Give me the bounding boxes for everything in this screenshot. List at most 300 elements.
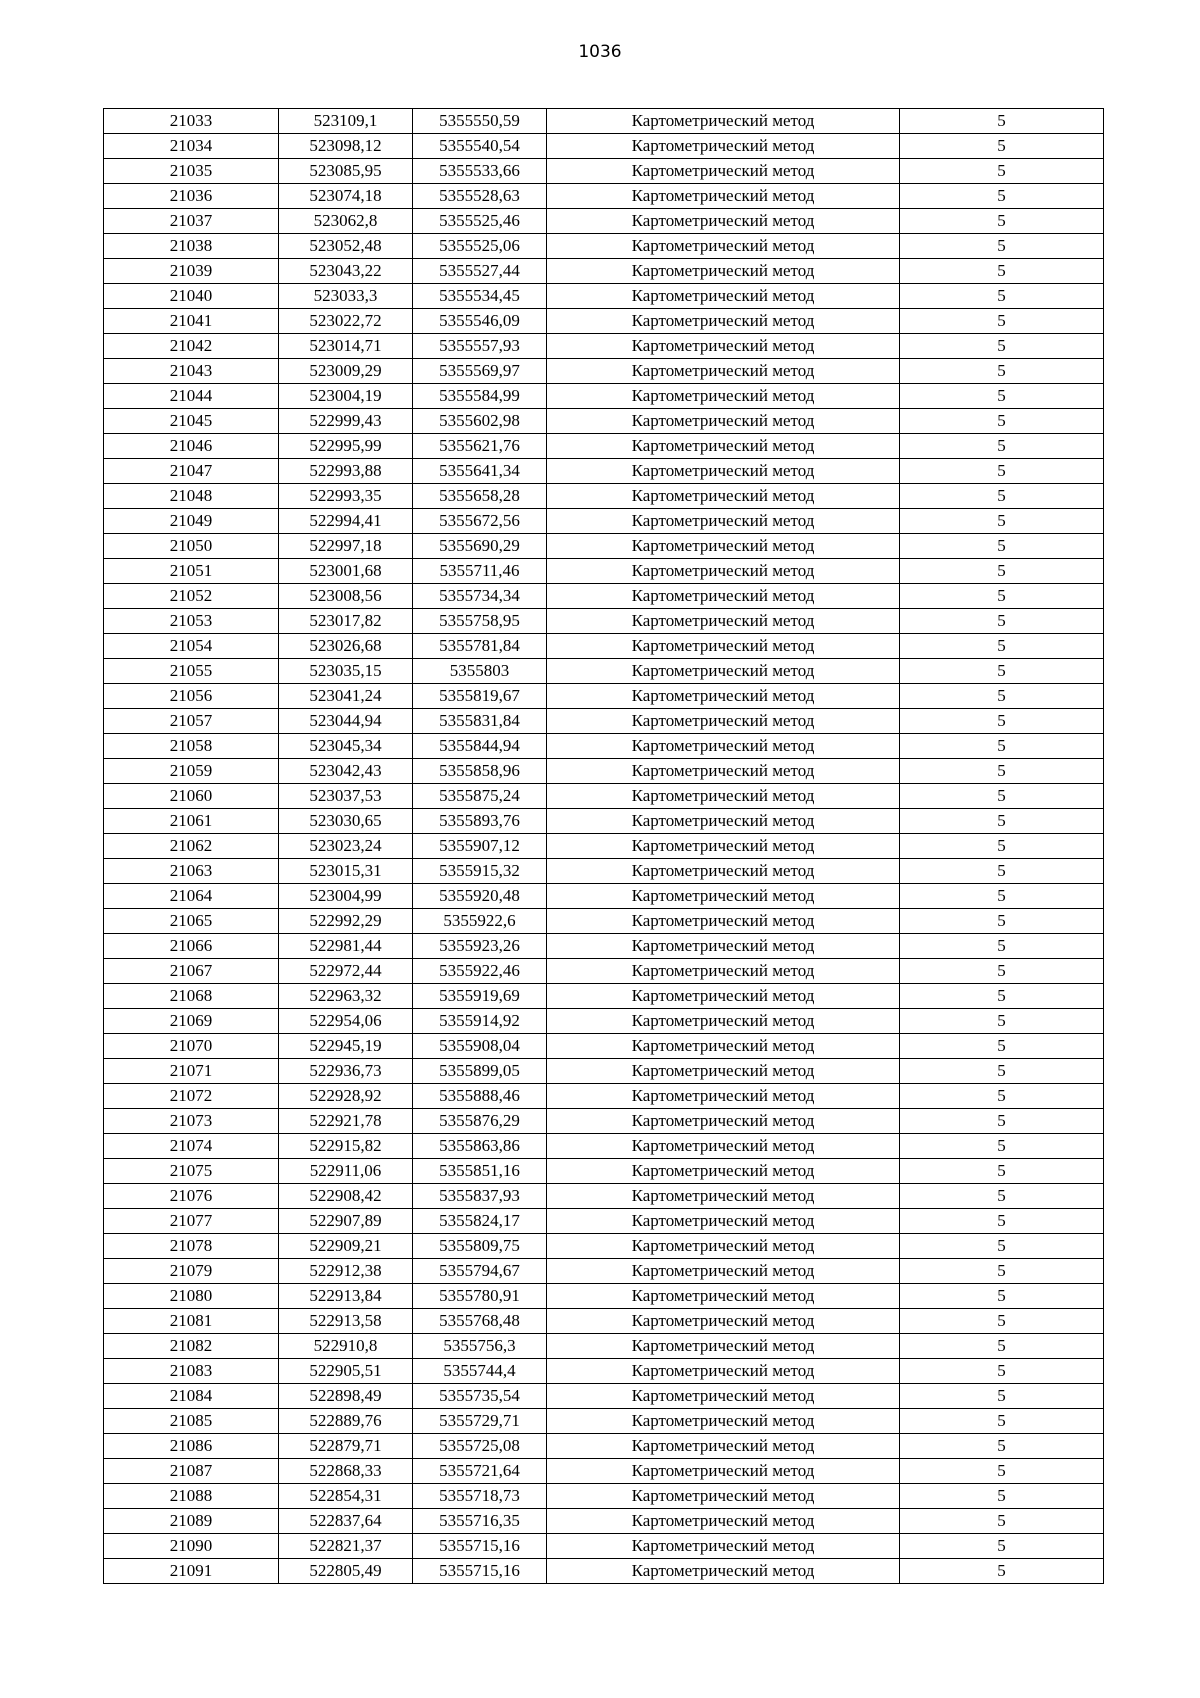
method-cell: Картометрический метод [547, 134, 900, 159]
x-coordinate-cell: 523085,95 [279, 159, 413, 184]
point-number-cell: 21063 [104, 859, 279, 884]
y-coordinate-cell: 5355528,63 [413, 184, 547, 209]
accuracy-cell: 5 [900, 409, 1104, 434]
method-cell: Картометрический метод [547, 284, 900, 309]
x-coordinate-cell: 523074,18 [279, 184, 413, 209]
y-coordinate-cell: 5355534,45 [413, 284, 547, 309]
point-number-cell: 21085 [104, 1409, 279, 1434]
x-coordinate-cell: 522993,88 [279, 459, 413, 484]
y-coordinate-cell: 5355734,34 [413, 584, 547, 609]
method-cell: Картометрический метод [547, 684, 900, 709]
table-row [104, 284, 1104, 309]
table-row [104, 434, 1104, 459]
x-coordinate-cell: 523008,56 [279, 584, 413, 609]
y-coordinate-cell: 5355690,29 [413, 534, 547, 559]
y-coordinate-cell: 5355621,76 [413, 434, 547, 459]
accuracy-cell: 5 [900, 1459, 1104, 1484]
table-row [104, 259, 1104, 284]
x-coordinate-cell: 522821,37 [279, 1534, 413, 1559]
accuracy-cell: 5 [900, 1109, 1104, 1134]
y-coordinate-cell: 5355641,34 [413, 459, 547, 484]
table-row [104, 559, 1104, 584]
accuracy-cell: 5 [900, 884, 1104, 909]
point-number-cell: 21062 [104, 834, 279, 859]
method-cell: Картометрический метод [547, 159, 900, 184]
y-coordinate-cell: 5355658,28 [413, 484, 547, 509]
method-cell: Картометрический метод [547, 1409, 900, 1434]
point-number-cell: 21055 [104, 659, 279, 684]
x-coordinate-cell: 522995,99 [279, 434, 413, 459]
point-number-cell: 21046 [104, 434, 279, 459]
y-coordinate-cell: 5355876,29 [413, 1109, 547, 1134]
accuracy-cell: 5 [900, 259, 1104, 284]
method-cell: Картометрический метод [547, 1134, 900, 1159]
method-cell: Картометрический метод [547, 584, 900, 609]
x-coordinate-cell: 522909,21 [279, 1234, 413, 1259]
method-cell: Картометрический метод [547, 834, 900, 859]
table-row [104, 1059, 1104, 1084]
point-number-cell: 21077 [104, 1209, 279, 1234]
point-number-cell: 21067 [104, 959, 279, 984]
y-coordinate-cell: 5355819,67 [413, 684, 547, 709]
x-coordinate-cell: 523045,34 [279, 734, 413, 759]
y-coordinate-cell: 5355715,16 [413, 1559, 547, 1584]
point-number-cell: 21054 [104, 634, 279, 659]
accuracy-cell: 5 [900, 909, 1104, 934]
point-number-cell: 21069 [104, 1009, 279, 1034]
table-row [104, 509, 1104, 534]
method-cell: Картометрический метод [547, 1009, 900, 1034]
accuracy-cell: 5 [900, 609, 1104, 634]
y-coordinate-cell: 5355781,84 [413, 634, 547, 659]
table-row [104, 1409, 1104, 1434]
table-row [104, 1259, 1104, 1284]
accuracy-cell: 5 [900, 1184, 1104, 1209]
point-number-cell: 21057 [104, 709, 279, 734]
point-number-cell: 21070 [104, 1034, 279, 1059]
method-cell: Картометрический метод [547, 1559, 900, 1584]
x-coordinate-cell: 522907,89 [279, 1209, 413, 1234]
x-coordinate-cell: 523017,82 [279, 609, 413, 634]
y-coordinate-cell: 5355744,4 [413, 1359, 547, 1384]
x-coordinate-cell: 523015,31 [279, 859, 413, 884]
method-cell: Картометрический метод [547, 1109, 900, 1134]
table-row [104, 109, 1104, 134]
method-cell: Картометрический метод [547, 334, 900, 359]
y-coordinate-cell: 5355546,09 [413, 309, 547, 334]
y-coordinate-cell: 5355915,32 [413, 859, 547, 884]
accuracy-cell: 5 [900, 1134, 1104, 1159]
table-row [104, 1459, 1104, 1484]
x-coordinate-cell: 523098,12 [279, 134, 413, 159]
table-row [104, 1534, 1104, 1559]
point-number-cell: 21083 [104, 1359, 279, 1384]
accuracy-cell: 5 [900, 1309, 1104, 1334]
y-coordinate-cell: 5355875,24 [413, 784, 547, 809]
point-number-cell: 21074 [104, 1134, 279, 1159]
point-number-cell: 21076 [104, 1184, 279, 1209]
accuracy-cell: 5 [900, 1034, 1104, 1059]
x-coordinate-cell: 522992,29 [279, 909, 413, 934]
accuracy-cell: 5 [900, 234, 1104, 259]
table-row [104, 1509, 1104, 1534]
point-number-cell: 21090 [104, 1534, 279, 1559]
accuracy-cell: 5 [900, 784, 1104, 809]
y-coordinate-cell: 5355584,99 [413, 384, 547, 409]
method-cell: Картометрический метод [547, 1034, 900, 1059]
table-row [104, 709, 1104, 734]
point-number-cell: 21065 [104, 909, 279, 934]
table-row [104, 834, 1104, 859]
table-row [104, 784, 1104, 809]
point-number-cell: 21061 [104, 809, 279, 834]
method-cell: Картометрический метод [547, 909, 900, 934]
x-coordinate-cell: 522868,33 [279, 1459, 413, 1484]
x-coordinate-cell: 522981,44 [279, 934, 413, 959]
x-coordinate-cell: 522999,43 [279, 409, 413, 434]
table-row [104, 1359, 1104, 1384]
point-number-cell: 21078 [104, 1234, 279, 1259]
accuracy-cell: 5 [900, 1384, 1104, 1409]
y-coordinate-cell: 5355794,67 [413, 1259, 547, 1284]
point-number-cell: 21050 [104, 534, 279, 559]
y-coordinate-cell: 5355919,69 [413, 984, 547, 1009]
x-coordinate-cell: 522910,8 [279, 1334, 413, 1359]
y-coordinate-cell: 5355824,17 [413, 1209, 547, 1234]
x-coordinate-cell: 522945,19 [279, 1034, 413, 1059]
x-coordinate-cell: 523052,48 [279, 234, 413, 259]
y-coordinate-cell: 5355602,98 [413, 409, 547, 434]
table-row [104, 884, 1104, 909]
method-cell: Картометрический метод [547, 384, 900, 409]
x-coordinate-cell: 523035,15 [279, 659, 413, 684]
y-coordinate-cell: 5355893,76 [413, 809, 547, 834]
table-row [104, 809, 1104, 834]
accuracy-cell: 5 [900, 734, 1104, 759]
y-coordinate-cell: 5355540,54 [413, 134, 547, 159]
table-row [104, 1209, 1104, 1234]
point-number-cell: 21058 [104, 734, 279, 759]
table-row [104, 959, 1104, 984]
method-cell: Картометрический метод [547, 1359, 900, 1384]
point-number-cell: 21068 [104, 984, 279, 1009]
y-coordinate-cell: 5355908,04 [413, 1034, 547, 1059]
table-row [104, 484, 1104, 509]
accuracy-cell: 5 [900, 284, 1104, 309]
y-coordinate-cell: 5355922,46 [413, 959, 547, 984]
y-coordinate-cell: 5355863,86 [413, 1134, 547, 1159]
method-cell: Картометрический метод [547, 609, 900, 634]
table-row [104, 1484, 1104, 1509]
x-coordinate-cell: 522854,31 [279, 1484, 413, 1509]
x-coordinate-cell: 522954,06 [279, 1009, 413, 1034]
accuracy-cell: 5 [900, 159, 1104, 184]
table-row [104, 1334, 1104, 1359]
accuracy-cell: 5 [900, 1559, 1104, 1584]
accuracy-cell: 5 [900, 659, 1104, 684]
point-number-cell: 21041 [104, 309, 279, 334]
point-number-cell: 21038 [104, 234, 279, 259]
table-row [104, 1234, 1104, 1259]
y-coordinate-cell: 5355525,06 [413, 234, 547, 259]
x-coordinate-cell: 523026,68 [279, 634, 413, 659]
y-coordinate-cell: 5355550,59 [413, 109, 547, 134]
accuracy-cell: 5 [900, 459, 1104, 484]
method-cell: Картометрический метод [547, 409, 900, 434]
y-coordinate-cell: 5355923,26 [413, 934, 547, 959]
table-row [104, 309, 1104, 334]
method-cell: Картометрический метод [547, 1259, 900, 1284]
accuracy-cell: 5 [900, 484, 1104, 509]
y-coordinate-cell: 5355768,48 [413, 1309, 547, 1334]
point-number-cell: 21056 [104, 684, 279, 709]
accuracy-cell: 5 [900, 934, 1104, 959]
x-coordinate-cell: 523009,29 [279, 359, 413, 384]
point-number-cell: 21049 [104, 509, 279, 534]
y-coordinate-cell: 5355721,64 [413, 1459, 547, 1484]
method-cell: Картометрический метод [547, 1534, 900, 1559]
method-cell: Картометрический метод [547, 1234, 900, 1259]
y-coordinate-cell: 5355735,54 [413, 1384, 547, 1409]
point-number-cell: 21037 [104, 209, 279, 234]
y-coordinate-cell: 5355922,6 [413, 909, 547, 934]
method-cell: Картометрический метод [547, 234, 900, 259]
table-row [104, 1184, 1104, 1209]
method-cell: Картометрический метод [547, 534, 900, 559]
method-cell: Картометрический метод [547, 184, 900, 209]
accuracy-cell: 5 [900, 984, 1104, 1009]
table-row [104, 759, 1104, 784]
point-number-cell: 21036 [104, 184, 279, 209]
table-row [104, 859, 1104, 884]
x-coordinate-cell: 522837,64 [279, 1509, 413, 1534]
y-coordinate-cell: 5355920,48 [413, 884, 547, 909]
x-coordinate-cell: 523042,43 [279, 759, 413, 784]
method-cell: Картометрический метод [547, 484, 900, 509]
table-row [104, 1109, 1104, 1134]
method-cell: Картометрический метод [547, 959, 900, 984]
point-number-cell: 21051 [104, 559, 279, 584]
accuracy-cell: 5 [900, 359, 1104, 384]
x-coordinate-cell: 523023,24 [279, 834, 413, 859]
table-row [104, 609, 1104, 634]
y-coordinate-cell: 5355569,97 [413, 359, 547, 384]
accuracy-cell: 5 [900, 1434, 1104, 1459]
accuracy-cell: 5 [900, 1534, 1104, 1559]
method-cell: Картометрический метод [547, 259, 900, 284]
method-cell: Картометрический метод [547, 559, 900, 584]
x-coordinate-cell: 522898,49 [279, 1384, 413, 1409]
x-coordinate-cell: 522994,41 [279, 509, 413, 534]
point-number-cell: 21080 [104, 1284, 279, 1309]
x-coordinate-cell: 522972,44 [279, 959, 413, 984]
x-coordinate-cell: 522915,82 [279, 1134, 413, 1159]
x-coordinate-cell: 522993,35 [279, 484, 413, 509]
coordinates-table [103, 108, 1104, 1584]
accuracy-cell: 5 [900, 809, 1104, 834]
method-cell: Картометрический метод [547, 109, 900, 134]
accuracy-cell: 5 [900, 1009, 1104, 1034]
accuracy-cell: 5 [900, 209, 1104, 234]
accuracy-cell: 5 [900, 1284, 1104, 1309]
method-cell: Картометрический метод [547, 884, 900, 909]
y-coordinate-cell: 5355525,46 [413, 209, 547, 234]
x-coordinate-cell: 523030,65 [279, 809, 413, 834]
accuracy-cell: 5 [900, 509, 1104, 534]
accuracy-cell: 5 [900, 534, 1104, 559]
y-coordinate-cell: 5355899,05 [413, 1059, 547, 1084]
y-coordinate-cell: 5355831,84 [413, 709, 547, 734]
y-coordinate-cell: 5355837,93 [413, 1184, 547, 1209]
y-coordinate-cell: 5355729,71 [413, 1409, 547, 1434]
accuracy-cell: 5 [900, 1234, 1104, 1259]
x-coordinate-cell: 523014,71 [279, 334, 413, 359]
accuracy-cell: 5 [900, 1259, 1104, 1284]
page-number: 1036 [578, 42, 622, 62]
y-coordinate-cell: 5355780,91 [413, 1284, 547, 1309]
table-row [104, 1309, 1104, 1334]
table-row [104, 234, 1104, 259]
y-coordinate-cell: 5355725,08 [413, 1434, 547, 1459]
method-cell: Картометрический метод [547, 209, 900, 234]
point-number-cell: 21044 [104, 384, 279, 409]
point-number-cell: 21089 [104, 1509, 279, 1534]
x-coordinate-cell: 523022,72 [279, 309, 413, 334]
x-coordinate-cell: 522912,38 [279, 1259, 413, 1284]
method-cell: Картометрический метод [547, 1434, 900, 1459]
x-coordinate-cell: 522908,42 [279, 1184, 413, 1209]
point-number-cell: 21047 [104, 459, 279, 484]
accuracy-cell: 5 [900, 1409, 1104, 1434]
method-cell: Картометрический метод [547, 1484, 900, 1509]
accuracy-cell: 5 [900, 1359, 1104, 1384]
method-cell: Картометрический метод [547, 1059, 900, 1084]
x-coordinate-cell: 523044,94 [279, 709, 413, 734]
method-cell: Картометрический метод [547, 1084, 900, 1109]
accuracy-cell: 5 [900, 834, 1104, 859]
y-coordinate-cell: 5355758,95 [413, 609, 547, 634]
accuracy-cell: 5 [900, 959, 1104, 984]
point-number-cell: 21087 [104, 1459, 279, 1484]
table-row [104, 734, 1104, 759]
y-coordinate-cell: 5355907,12 [413, 834, 547, 859]
point-number-cell: 21088 [104, 1484, 279, 1509]
x-coordinate-cell: 523037,53 [279, 784, 413, 809]
accuracy-cell: 5 [900, 109, 1104, 134]
table-row [104, 1034, 1104, 1059]
method-cell: Картометрический метод [547, 359, 900, 384]
table-row [104, 334, 1104, 359]
table-row [104, 1134, 1104, 1159]
table-row [104, 659, 1104, 684]
point-number-cell: 21086 [104, 1434, 279, 1459]
table-row [104, 209, 1104, 234]
method-cell: Картометрический метод [547, 709, 900, 734]
x-coordinate-cell: 522911,06 [279, 1159, 413, 1184]
method-cell: Картометрический метод [547, 759, 900, 784]
point-number-cell: 21045 [104, 409, 279, 434]
point-number-cell: 21073 [104, 1109, 279, 1134]
method-cell: Картометрический метод [547, 734, 900, 759]
y-coordinate-cell: 5355557,93 [413, 334, 547, 359]
method-cell: Картометрический метод [547, 659, 900, 684]
table-row [104, 1559, 1104, 1584]
method-cell: Картометрический метод [547, 1309, 900, 1334]
point-number-cell: 21035 [104, 159, 279, 184]
x-coordinate-cell: 523041,24 [279, 684, 413, 709]
accuracy-cell: 5 [900, 184, 1104, 209]
table-row [104, 459, 1104, 484]
method-cell: Картометрический метод [547, 1284, 900, 1309]
accuracy-cell: 5 [900, 334, 1104, 359]
table-row [104, 159, 1104, 184]
point-number-cell: 21066 [104, 934, 279, 959]
table-row [104, 409, 1104, 434]
point-number-cell: 21052 [104, 584, 279, 609]
point-number-cell: 21033 [104, 109, 279, 134]
method-cell: Картометрический метод [547, 1509, 900, 1534]
table-row [104, 634, 1104, 659]
y-coordinate-cell: 5355888,46 [413, 1084, 547, 1109]
method-cell: Картометрический метод [547, 434, 900, 459]
y-coordinate-cell: 5355533,66 [413, 159, 547, 184]
x-coordinate-cell: 522913,58 [279, 1309, 413, 1334]
y-coordinate-cell: 5355858,96 [413, 759, 547, 784]
method-cell: Картометрический метод [547, 634, 900, 659]
y-coordinate-cell: 5355711,46 [413, 559, 547, 584]
table-row [104, 584, 1104, 609]
x-coordinate-cell: 522913,84 [279, 1284, 413, 1309]
y-coordinate-cell: 5355914,92 [413, 1009, 547, 1034]
x-coordinate-cell: 522936,73 [279, 1059, 413, 1084]
point-number-cell: 21084 [104, 1384, 279, 1409]
x-coordinate-cell: 522963,32 [279, 984, 413, 1009]
accuracy-cell: 5 [900, 434, 1104, 459]
accuracy-cell: 5 [900, 584, 1104, 609]
y-coordinate-cell: 5355844,94 [413, 734, 547, 759]
method-cell: Картометрический метод [547, 1384, 900, 1409]
x-coordinate-cell: 523004,19 [279, 384, 413, 409]
method-cell: Картометрический метод [547, 809, 900, 834]
point-number-cell: 21043 [104, 359, 279, 384]
x-coordinate-cell: 523001,68 [279, 559, 413, 584]
x-coordinate-cell: 522805,49 [279, 1559, 413, 1584]
accuracy-cell: 5 [900, 1509, 1104, 1534]
table-row [104, 359, 1104, 384]
method-cell: Картометрический метод [547, 309, 900, 334]
table-row [104, 384, 1104, 409]
point-number-cell: 21059 [104, 759, 279, 784]
point-number-cell: 21039 [104, 259, 279, 284]
method-cell: Картометрический метод [547, 1159, 900, 1184]
y-coordinate-cell: 5355803 [413, 659, 547, 684]
method-cell: Картометрический метод [547, 934, 900, 959]
x-coordinate-cell: 522905,51 [279, 1359, 413, 1384]
point-number-cell: 21071 [104, 1059, 279, 1084]
method-cell: Картометрический метод [547, 1334, 900, 1359]
accuracy-cell: 5 [900, 1159, 1104, 1184]
point-number-cell: 21060 [104, 784, 279, 809]
y-coordinate-cell: 5355851,16 [413, 1159, 547, 1184]
x-coordinate-cell: 523062,8 [279, 209, 413, 234]
y-coordinate-cell: 5355718,73 [413, 1484, 547, 1509]
method-cell: Картометрический метод [547, 1184, 900, 1209]
table-row [104, 1434, 1104, 1459]
point-number-cell: 21064 [104, 884, 279, 909]
y-coordinate-cell: 5355716,35 [413, 1509, 547, 1534]
method-cell: Картометрический метод [547, 1209, 900, 1234]
method-cell: Картометрический метод [547, 459, 900, 484]
